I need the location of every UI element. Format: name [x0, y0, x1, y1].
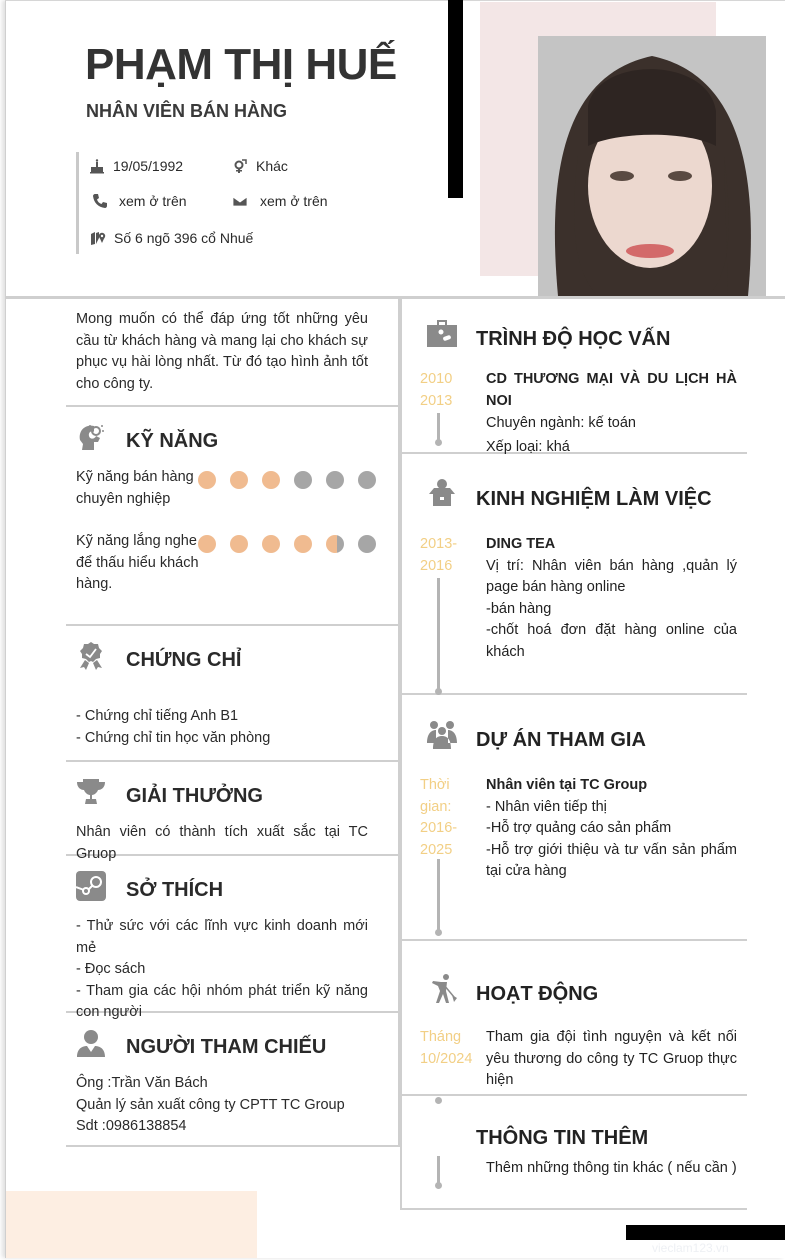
additional-entry: [402, 1156, 747, 1180]
activities-section: [400, 941, 747, 1096]
major: Chuyên ngành: kế toán: [486, 415, 636, 431]
address-value: Số 6 ngõ 396 cổ Nhuế: [114, 230, 254, 246]
project-entry: [402, 775, 747, 883]
briefcase-icon: [426, 318, 458, 350]
timeline-line: [437, 859, 440, 931]
experience-title: KINH NGHIỆM LÀM VIỆC: [476, 487, 712, 510]
objective-text: Mong muốn có thể đáp ứng tốt những yêu cầu từ khách hàng và mang lại cho khách sự phục vụ hài lòng nhất. Từ đó tạo hình ảnh tốt cho công ty.: [76, 311, 368, 392]
contact-info: [76, 152, 376, 254]
rating-dot-empty: [294, 471, 312, 489]
candidate-name: PHẠM THỊ HUẾ: [85, 40, 397, 89]
team-icon: [426, 719, 458, 751]
certificates-header: [66, 626, 398, 686]
activity-date: Tháng 10/2024: [420, 1029, 473, 1067]
rating-dot-filled: [262, 471, 280, 489]
hobby-item: - Tham gia các hội nhóm phát triển kỹ năng con người: [76, 982, 368, 1020]
project-date: Thời gian: 2016-2025: [420, 777, 458, 858]
skills-title: KỸ NĂNG: [126, 429, 219, 452]
certificates-section: [66, 626, 400, 762]
decorative-black-bar: [448, 0, 463, 198]
gender-icon: [232, 158, 248, 174]
rank: Xếp loại: khá: [486, 438, 570, 455]
rating-dot-empty: [358, 471, 376, 489]
references-section: [66, 1013, 400, 1147]
education-entry: [402, 369, 747, 458]
skill-row: [66, 531, 398, 595]
project-line: -Hỗ trợ quảng cáo sản phẩm: [486, 820, 672, 836]
rating-dot-filled: [230, 471, 248, 489]
experience-section: [400, 454, 747, 695]
experience-line: Vị trí: Nhân viên bán hàng ,quản lý page bán hàng online: [486, 557, 737, 595]
timeline-dot: [435, 1182, 442, 1189]
worker-laptop-icon: [426, 478, 458, 510]
timeline-dot: [435, 929, 442, 936]
phone-value: xem ở trên: [119, 193, 187, 209]
skill-label: Kỹ năng lắng nghe để thấu hiểu khách hàng.: [76, 533, 199, 592]
email-value: xem ở trên: [260, 193, 328, 209]
skill-row: [66, 467, 398, 531]
awards-title: GIẢI THƯỞNG: [126, 784, 263, 807]
experience-entry: [402, 534, 747, 663]
hobby-item: - Thử sức với các lĩnh vực kinh doanh mới mẻ: [76, 918, 368, 956]
birthday-cake-icon: [89, 158, 105, 174]
left-column: [66, 299, 400, 1147]
rating-dot-empty: [358, 535, 376, 553]
reference-line: Quản lý sản xuất công ty CPTT TC Group: [76, 1096, 345, 1113]
rating-dot-filled: [262, 535, 280, 553]
objective-section: [66, 299, 400, 407]
phone-icon: [92, 193, 108, 209]
hobbies-section: [66, 856, 400, 1020]
gender-item: [232, 158, 288, 174]
projects-header: [402, 695, 747, 775]
reference-line: Ông :Trần Văn Bách: [76, 1075, 208, 1091]
activities-title: HOẠT ĐỘNG: [476, 982, 599, 1005]
activity-entry: [402, 1027, 747, 1092]
hobbies-header: [66, 856, 398, 916]
education-date: 2010 2013: [420, 371, 453, 409]
profile-photo: [538, 36, 766, 296]
skills-header: [66, 407, 398, 467]
person-icon: [76, 1028, 106, 1058]
school-name: CD THƯƠNG MẠI VÀ DU LỊCH HÀ NOI: [486, 371, 737, 409]
additional-header: [402, 1096, 747, 1156]
rating-dot-filled: [198, 471, 216, 489]
additional-title: THÔNG TIN THÊM: [476, 1126, 649, 1149]
phone-item: [92, 193, 187, 209]
project-details: [486, 775, 737, 883]
additional-section: [400, 1096, 747, 1210]
references-header: [66, 1013, 398, 1073]
education-title: TRÌNH ĐỘ HỌC VẤN: [476, 327, 671, 350]
certificates-title: CHỨNG CHỈ: [126, 648, 242, 671]
experience-header: [402, 454, 747, 534]
project-name: Nhân viên tại TC Group: [486, 777, 648, 793]
timeline-line: [437, 413, 440, 441]
education-header: [402, 299, 747, 369]
timeline-dot: [435, 688, 442, 695]
portrait-image: [538, 36, 766, 296]
experience-line: -bán hàng: [486, 600, 552, 617]
email-icon: [232, 193, 248, 209]
watermark: vieclam123.vn: [652, 1241, 729, 1255]
skills-section: [66, 407, 400, 626]
projects-section: [400, 695, 747, 941]
volunteer-shovel-icon: [426, 973, 458, 1005]
hobbies-list: [66, 916, 398, 1024]
right-column: [400, 299, 747, 1210]
hobby-item: - Đọc sách: [76, 961, 146, 977]
decorative-peach-block: [6, 1191, 257, 1258]
experience-details: [486, 534, 737, 663]
rating-dot-filled: [230, 535, 248, 553]
project-line: -Hỗ trợ giới thiệu và tư vấn sản phẩm tại cửa hàng: [486, 841, 737, 879]
awards-header: [66, 762, 398, 822]
experience-line: -chốt hoá đơn đặt hàng online của khách: [486, 622, 737, 660]
experience-date: 2013-2016: [420, 536, 458, 574]
activity-text: Tham gia đội tình nguyện và kết nối yêu thương do công ty TC Gruop thực hiện: [486, 1029, 737, 1088]
additional-text: Thêm những thông tin khác ( nếu cần ): [486, 1160, 737, 1176]
references-list: [66, 1073, 398, 1138]
birthday-value: 19/05/1992: [113, 158, 184, 174]
timeline-line: [437, 578, 440, 690]
timeline-dot: [435, 439, 442, 446]
rating-dot-filled: [294, 535, 312, 553]
company-name: DING TEA: [486, 536, 556, 552]
references-title: NGƯỜI THAM CHIẾU: [126, 1035, 327, 1058]
head-idea-icon: [76, 422, 106, 452]
education-section: [400, 299, 747, 454]
email-item: [232, 193, 328, 209]
activities-header: [402, 941, 747, 1027]
skill-label: Kỹ năng bán hàng chuyên nghiệp: [76, 469, 194, 507]
skill-rating: [198, 471, 376, 489]
trophy-icon: [76, 777, 106, 807]
rating-dot-partial: [326, 535, 344, 553]
skill-rating: [198, 535, 376, 553]
certificate-item: - Chứng chỉ tin học văn phòng: [76, 729, 271, 746]
awards-section: [66, 762, 400, 862]
map-pin-icon: [90, 230, 106, 246]
certificate-badge-icon: [76, 641, 106, 671]
birthday-item: [89, 158, 183, 174]
education-details: [486, 369, 737, 458]
project-line: - Nhân viên tiếp thị: [486, 798, 607, 815]
hobbies-title: SỞ THÍCH: [126, 878, 224, 901]
awards-text: Nhân viên có thành tích xuất sắc tại TC Gruop: [76, 824, 368, 862]
rating-dot-filled: [198, 535, 216, 553]
job-title: NHÂN VIÊN BÁN HÀNG: [86, 101, 288, 121]
certificates-list: [66, 706, 398, 749]
reference-line: Sdt :0986138854: [76, 1118, 187, 1134]
timeline-line: [437, 1156, 440, 1184]
steam-gamepad-icon: [76, 871, 106, 901]
decorative-footer-bar: [626, 1225, 785, 1240]
projects-title: DỰ ÁN THAM GIA: [476, 728, 646, 751]
address-item: [90, 230, 253, 246]
gender-value: Khác: [256, 158, 288, 174]
rating-dot-empty: [326, 471, 344, 489]
certificate-item: - Chứng chỉ tiếng Anh B1: [76, 708, 239, 724]
